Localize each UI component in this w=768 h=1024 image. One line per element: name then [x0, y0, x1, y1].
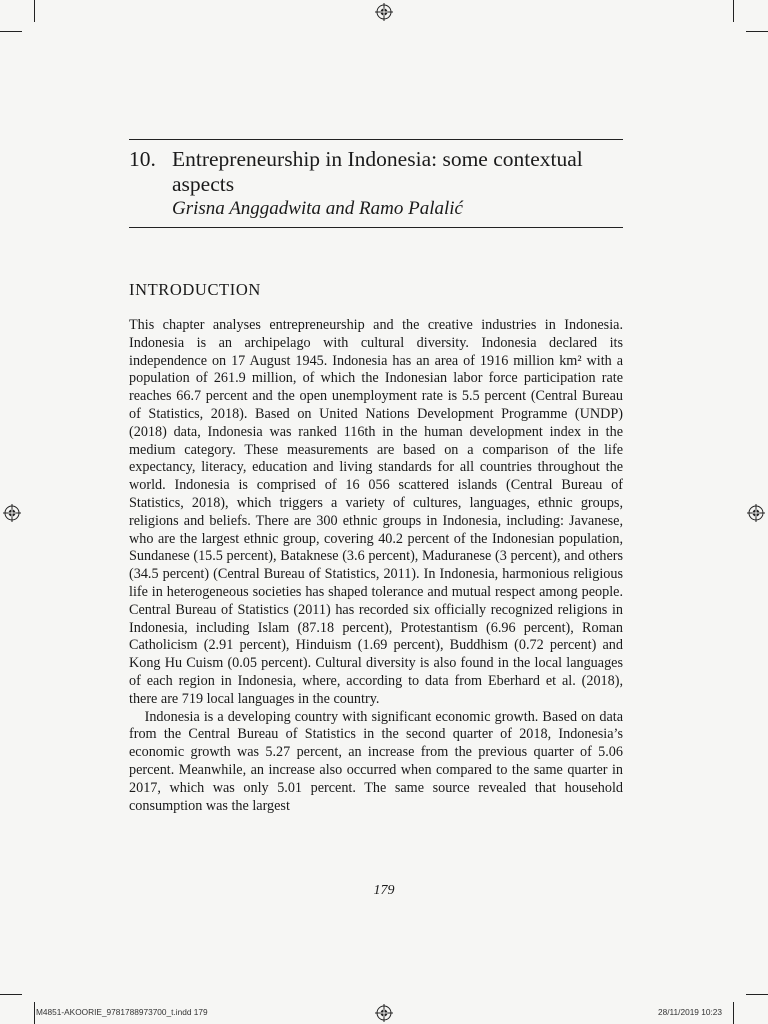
crop-mark-bottom-right	[733, 1002, 734, 1024]
slug-filename: M4851-AKOORIE_9781788973700_t.indd 179	[36, 1007, 208, 1017]
chapter-title	[129, 147, 623, 197]
title-rule-top	[129, 139, 623, 140]
chapter-number: 10.	[129, 147, 156, 171]
chapter-title-block	[129, 139, 623, 228]
crop-mark-top-left	[34, 0, 35, 22]
registration-target-icon	[747, 504, 765, 522]
registration-target-icon	[375, 1004, 393, 1022]
registration-target-icon	[3, 504, 21, 522]
body-text	[129, 317, 623, 815]
chapter-title-text: Entrepreneurship in Indonesia: some contextual aspects	[172, 147, 583, 196]
registration-target-icon	[375, 3, 393, 21]
crop-mark-bottom-left-h	[0, 994, 22, 995]
crop-mark-bottom-left	[34, 1002, 35, 1024]
crop-mark-top-right	[733, 0, 734, 22]
crop-mark-bottom-right-h	[746, 994, 768, 995]
page-number: 179	[373, 883, 395, 898]
crop-mark-top-right-h	[746, 31, 768, 32]
chapter-authors: Grisna Anggadwita and Ramo Palalić	[172, 198, 463, 219]
paragraph: This chapter analyses entrepreneurship and the creative industries in Indonesia. Indonesia is an archipelago with cultural diversity. Indonesia declared its independence on 17 August 1945. Indonesia has an area of 1916 million km² with a population of 261.9 million, of which the Indonesian labor force participation rate reaches 66.7 percent and the open unemployment rate is 5.5 percent (Central Bureau of Statistics, 2018). Based on United Nations Development Programme (UNDP) (2018) data, Indonesia was ranked 116th in the human development index in the medium category. These measurements are based on a comparison of the life expectancy, literacy, education and living standards for all countries throughout the world. Indonesia is comprised of 16 056 scattered islands (Central Bureau of Statistics, 2018), which triggers a variety of cultures, languages, ethnic groups, religions and beliefs. There are 300 ethnic groups in Indonesia, including: Javanese, who are the largest ethnic group, covering 40.2 percent of the Indonesian population, Sundanese (15.5 percent), Bataknese (3.6 percent), Maduranese (3 percent), and others (34.5 percent) (Central Bureau of Statistics, 2011). In Indonesia, harmonious religious life in heterogeneous societies has shaped tolerance and mutual respect among people. Central Bureau of Statistics (2011) has recorded six officially recognized religions in Indonesia, including Islam (87.18 percent), Protestantism (6.96 percent), Roman Catholicism (2.91 percent), Hinduism (1.69 percent), Buddhism (0.72 percent) and Kong Hu Cuism (0.05 percent). Cultural diversity is also found in the local languages of each region in Indonesia, where, according to data from Eberhard et al. (2018), there are 719 local languages in the country.	[129, 317, 623, 707]
slug-datetime: 28/11/2019 10:23	[658, 1007, 722, 1017]
paragraph: Indonesia is a developing country with significant economic growth. Based on data from the Central Bureau of Statistics in the second quarter of 2018, Indonesia’s economic growth was 5.27 percent, an increase from the previous quarter of 5.06 percent. Meanwhile, an increase also occurred when compared to the same quarter in 2017, which was only 5.01 percent. The same source revealed that household consumption was the largest	[129, 708, 623, 814]
crop-mark-top-left-h	[0, 31, 22, 32]
title-rule-bottom	[129, 227, 623, 228]
section-heading: INTRODUCTION	[129, 280, 261, 299]
